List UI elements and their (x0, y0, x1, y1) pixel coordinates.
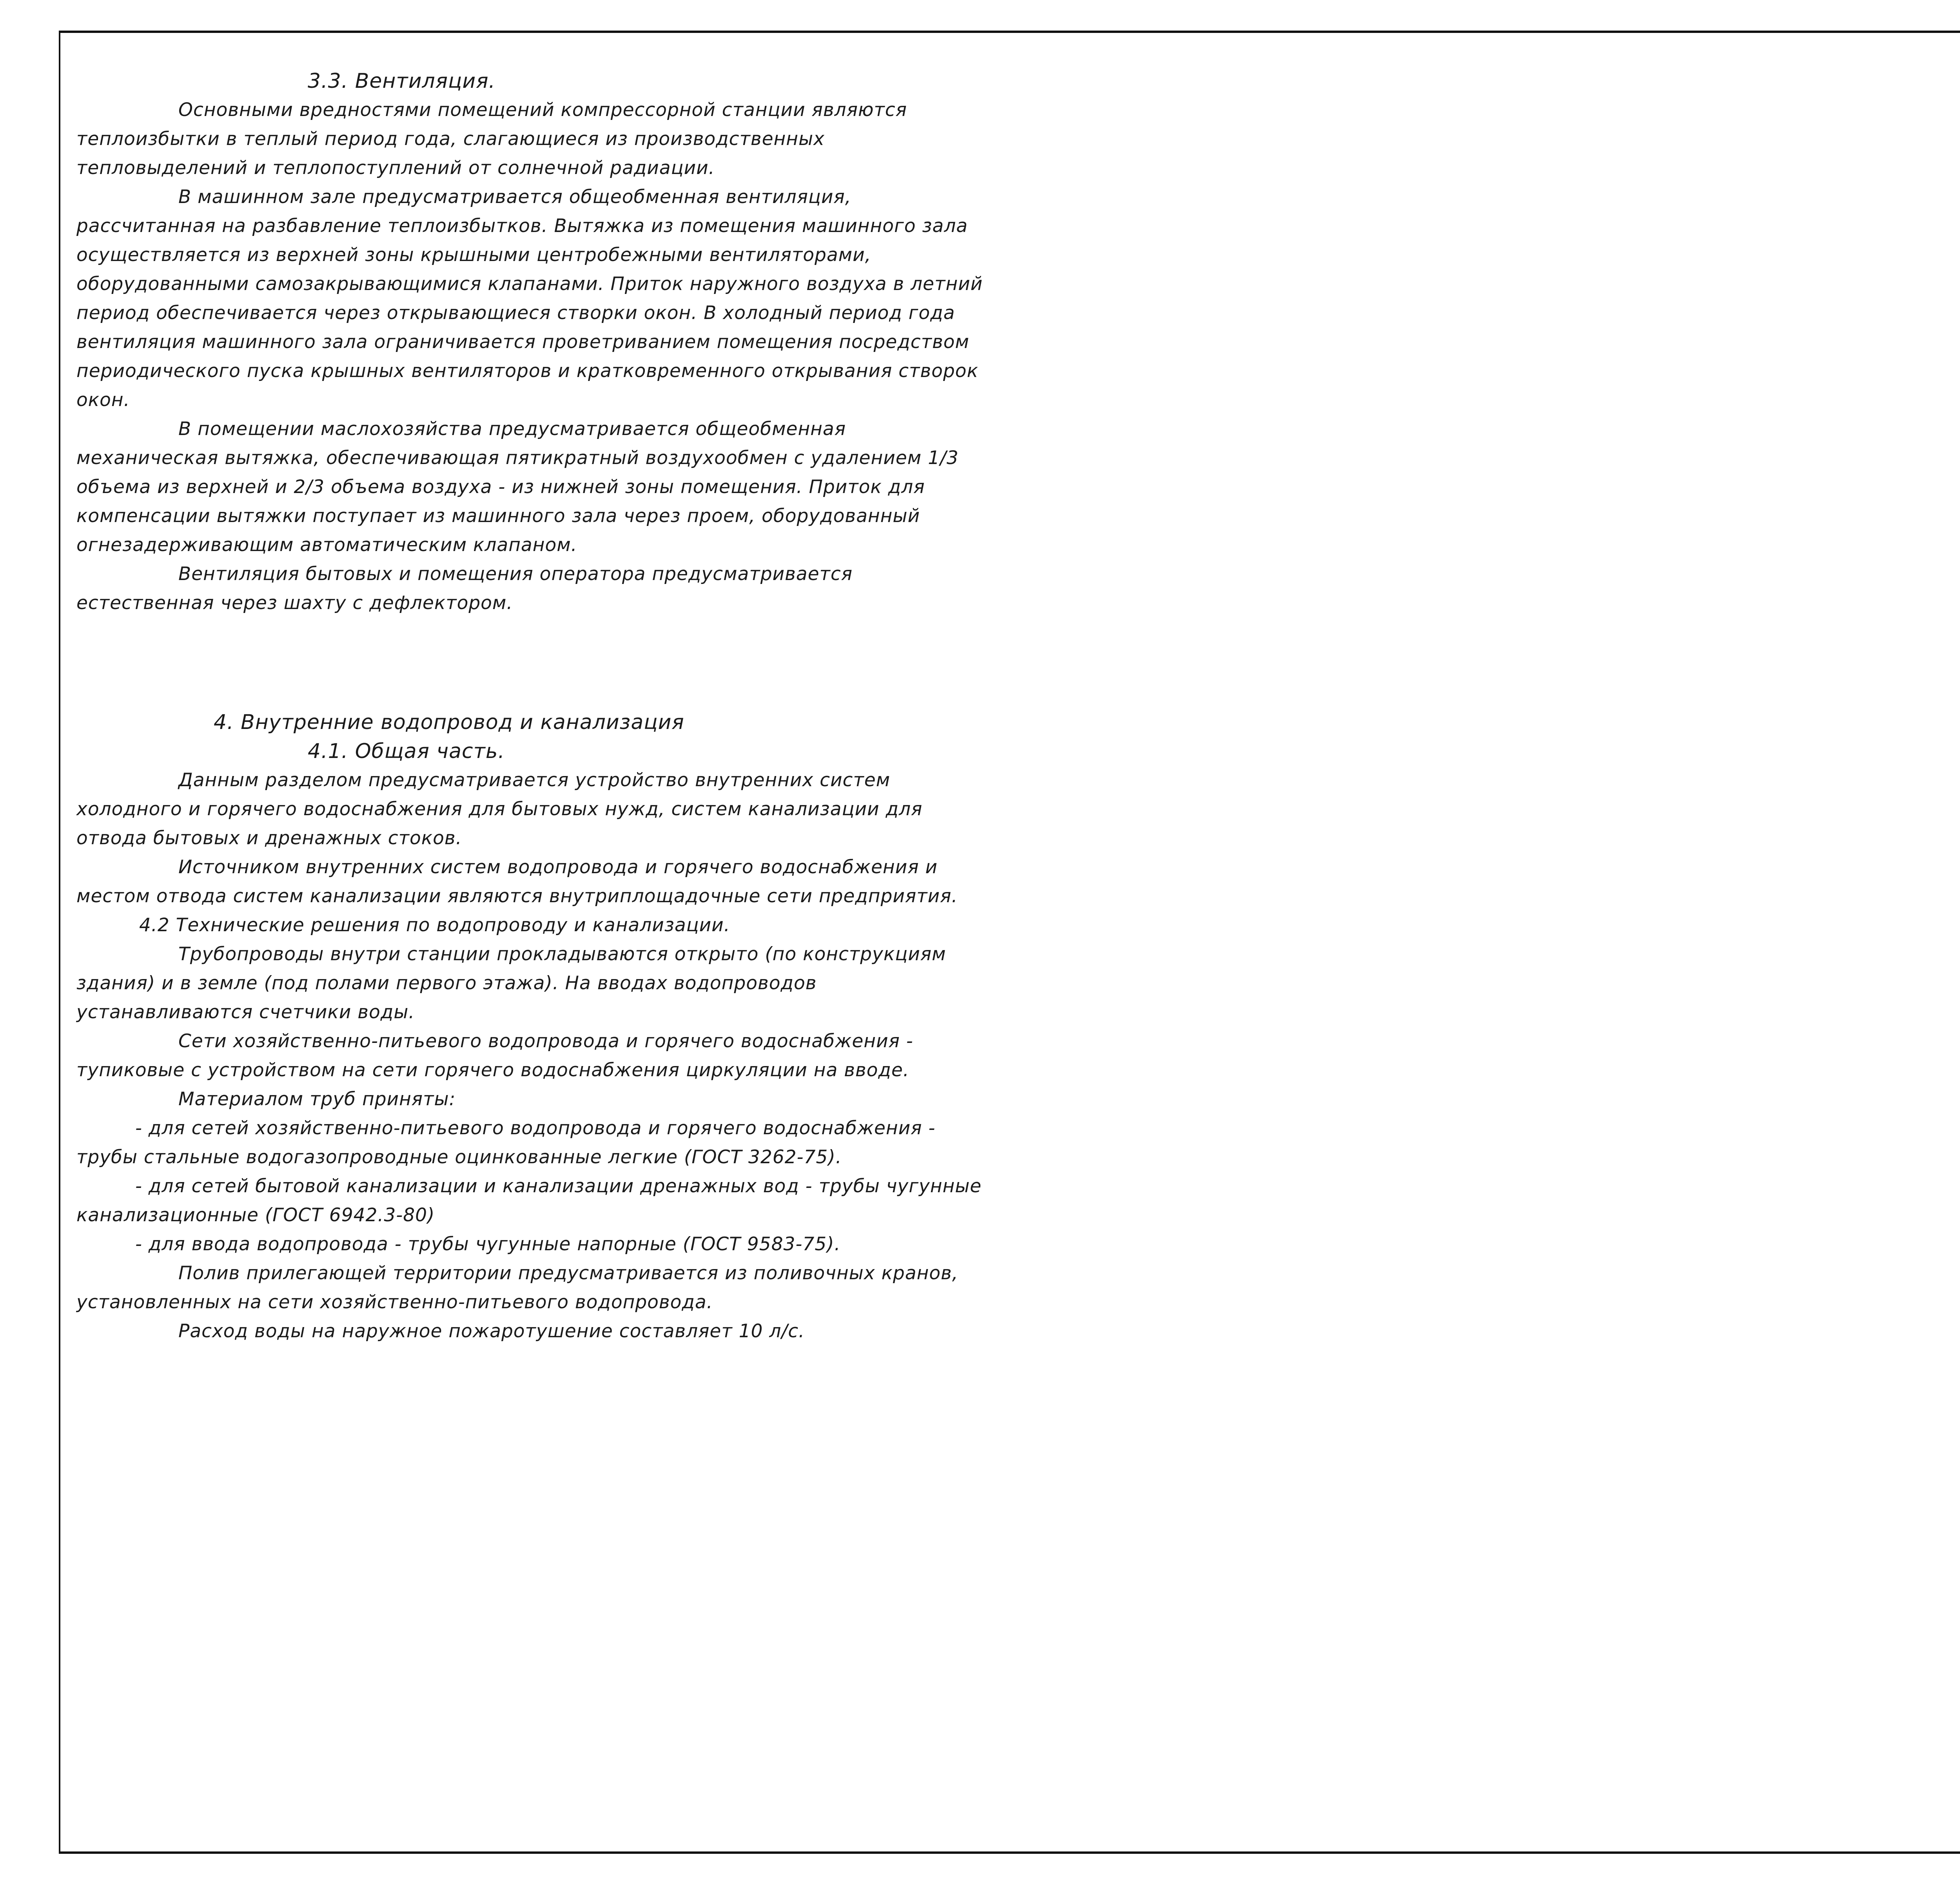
section-3-3-paragraph-1: Основными вредностями помещений компрессорной станции являются теплоизбытки в теплый период года, слагающиеся из производственных тепловыделений и теплопоступлений от солнечной радиации. (76, 99, 907, 179)
watering-paragraph: Полив прилегающей территории предусматривается из поливочных кранов, установленных на сети хозяйственно-питьевого водопровода. (76, 1262, 958, 1313)
materials-item-2: - для сетей бытовой канализации и канализации дренажных вод - трубы чугунные канализационные (ГОСТ 6942.3-80) (76, 1175, 982, 1226)
section-3-3-heading: 3.3. Вентиляция. (308, 69, 496, 93)
section-4-2-heading: 4.2 Технические решения по водопроводу и канализации. (139, 914, 730, 936)
section-3-3-paragraph-2: В машинном зале предусматривается общеобменная вентиляция, рассчитанная на разбавление теплоизбытков. Вытяжка из помещения машинного зала осуществляется из верхней зоны крышными центробежными вентиляторами, оборудованными самозакрывающимися клапанами. Приток наружного воздуха в летний период обеспечивается через открывающиеся створки окон. В холодный период года вентиляция машинного зала ограничивается проветриванием помещения посредством периодического пуска крышных вентиляторов и кратковременного открывания створок окон. (76, 186, 983, 411)
section-4-1-heading: 4.1. Общая часть. (308, 740, 505, 763)
section-3-3-paragraph-3: В помещении маслохозяйства предусматривается общеобменная механическая вытяжка, обеспечивающая пятикратный воздухообмен с удалением 1/3 объема из верхней и 2/3 объема воздуха - из нижней зоны помещения. Приток для компенсации вытяжки поступает из машинного зала через проем, оборудованный огнезадерживающим автоматическим клапаном. (76, 418, 959, 556)
explanatory-note-text (76, 67, 986, 1346)
section-3-3-paragraph-4: Вентиляция бытовых и помещения оператора предусматривается естественная через шахту с дефлектором. (76, 563, 853, 614)
section-4-1-paragraph-2: Источником внутренних систем водопровода и горячего водоснабжения и местом отвода систем канализации являются внутриплощадочные сети предприятия. (76, 856, 958, 907)
section-4-2-paragraph-2: Сети хозяйственно-питьевого водопровода и горячего водоснабжения - тупиковые с устройством на сети горячего водоснабжения циркуляции на вводе. (76, 1030, 913, 1081)
section-4-heading: 4. Внутренние водопровод и канализация (214, 711, 684, 734)
section-4-1-paragraph-1: Данным разделом предусматривается устройство внутренних систем холодного и горячего водоснабжения для бытовых нужд, систем канализации для отвода бытовых и дренажных стоков. (76, 769, 923, 849)
materials-item-1: - для сетей хозяйственно-питьевого водопровода и горячего водоснабжения - трубы стальные водогазопроводные оцинкованные легкие (ГОСТ 3262-75). (76, 1117, 936, 1168)
fire-water-paragraph: Расход воды на наружное пожаротушение составляет 10 л/с. (178, 1320, 805, 1342)
section-4-2-paragraph-3: Материалом труб приняты: (178, 1088, 456, 1110)
section-4-2-paragraph-1: Трубопроводы внутри станции прокладываются открыто (по конструкциям здания) и в земле (под полами первого этажа). На вводах водопроводов устанавливаются счетчики воды. (76, 943, 946, 1023)
materials-item-3: - для ввода водопровода - трубы чугунные напорные (ГОСТ 9583-75). (135, 1233, 841, 1255)
